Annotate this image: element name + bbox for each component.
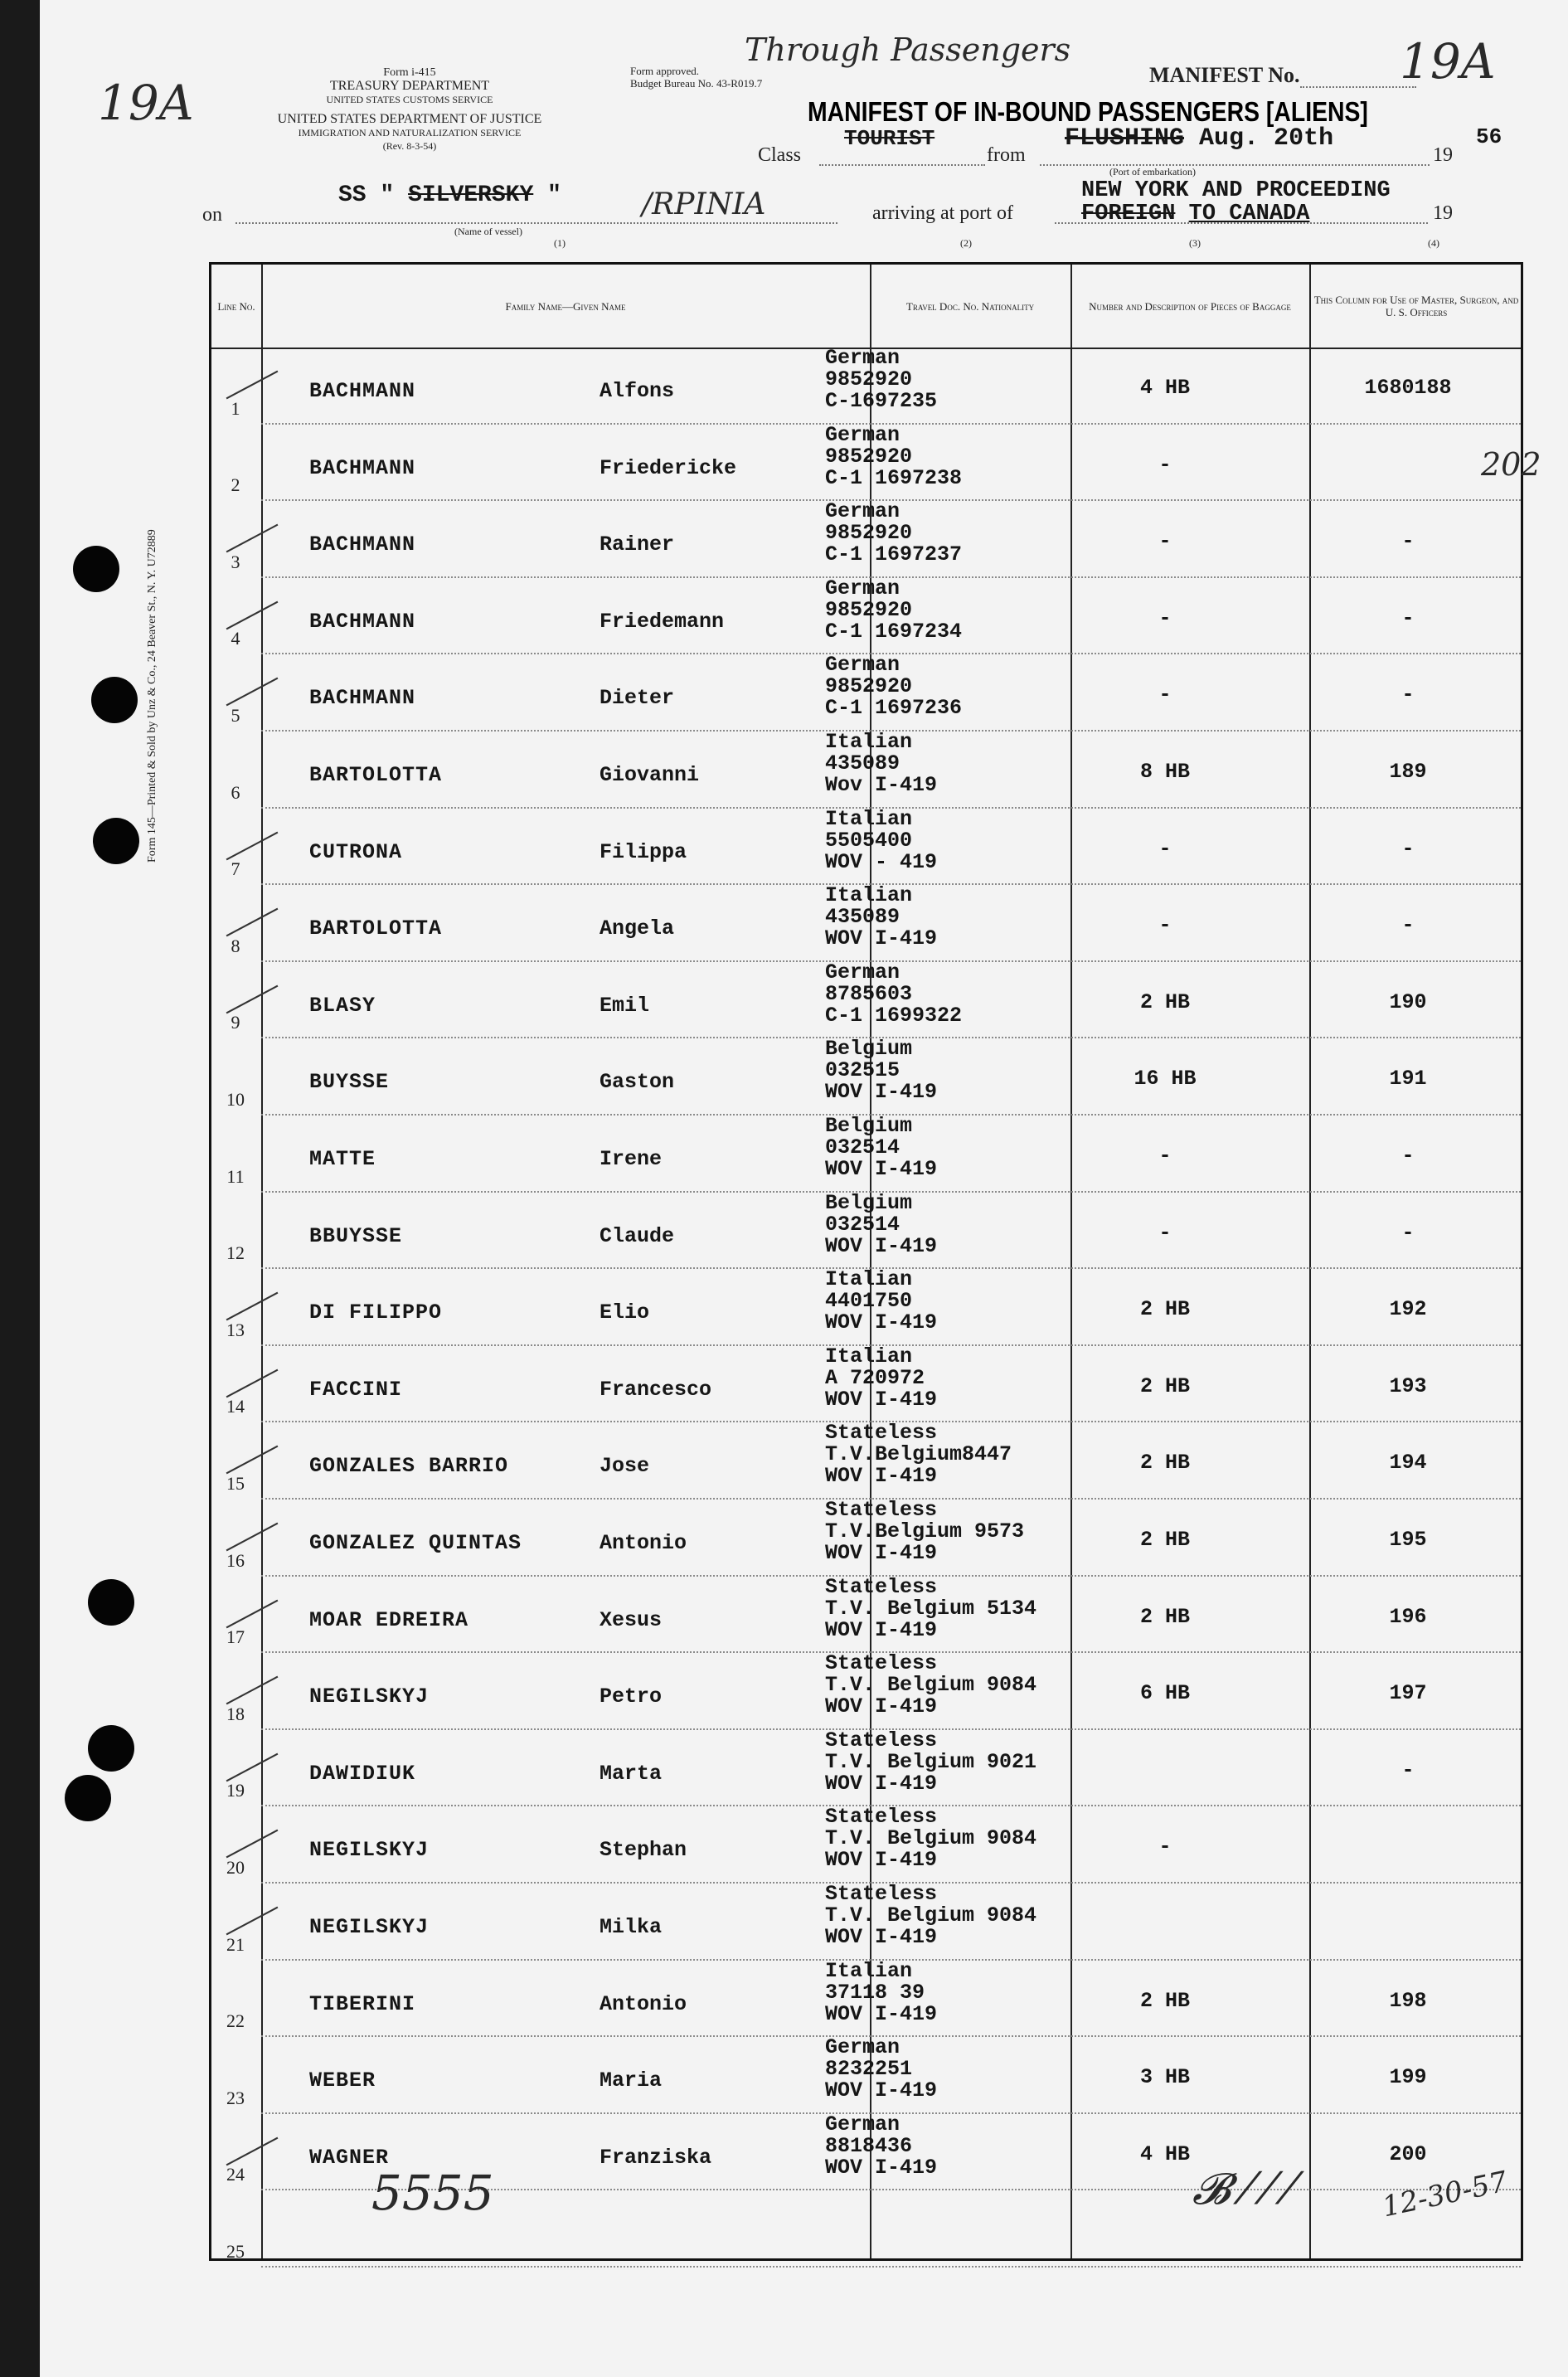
check-tick-icon <box>226 1523 279 1552</box>
nationality: Italian <box>825 1267 913 1292</box>
baggage-count: - <box>1158 913 1172 938</box>
doc-number: 9852920 <box>825 367 913 391</box>
travel-doc <box>825 2037 937 2102</box>
table-row <box>211 885 1521 962</box>
manifest-title: MANIFEST OF IN-BOUND PASSENGERS [ALIENS] <box>808 96 1368 127</box>
line-number: 7 <box>231 858 240 880</box>
table-row <box>211 1806 1521 1884</box>
check-tick-icon <box>226 984 279 1014</box>
col-4-marker: (4) <box>1428 237 1439 249</box>
family-name: BLASY <box>309 993 376 1018</box>
doc-number: T.V.Belgium 9573 <box>825 1519 1025 1543</box>
check-tick-icon <box>226 371 279 400</box>
doc-number: 032515 <box>825 1058 901 1083</box>
visa-number: WOV I-419 <box>825 1771 938 1796</box>
line-number: 23 <box>226 2087 245 2108</box>
family-name: BARTOLOTTA <box>309 916 443 941</box>
officer-number: 196 <box>1389 1604 1427 1629</box>
line-number: 25 <box>226 2240 245 2262</box>
given-name: Elio <box>600 1300 650 1325</box>
doc-number: 435089 <box>825 751 901 775</box>
baggage-count: 4 HB <box>1139 2141 1190 2166</box>
check-tick-icon <box>226 1907 279 1936</box>
nationality: German <box>825 346 901 370</box>
visa-number: WOV I-419 <box>825 1157 938 1181</box>
form-id-block: Form i-415 TREASURY DEPARTMENT UNITED STATES CUSTOMS SERVICE <box>326 66 493 105</box>
family-name: BUYSSE <box>309 1070 390 1095</box>
doc-number: T.V. Belgium 9084 <box>825 1826 1037 1851</box>
family-name: FACCINI <box>309 1377 403 1402</box>
check-tick-icon <box>226 1752 279 1782</box>
travel-doc <box>825 654 962 719</box>
given-name: Franziska <box>600 2145 712 2170</box>
line-number: 13 <box>226 1319 245 1340</box>
given-name: Claude <box>600 1223 675 1248</box>
table-row <box>211 1500 1521 1577</box>
officer-number: 200 <box>1389 2141 1427 2166</box>
table-row <box>211 2037 1521 2114</box>
line-number: 11 <box>226 1165 245 1187</box>
table-row <box>211 732 1521 809</box>
given-name: Gaston <box>600 1070 675 1095</box>
check-tick-icon <box>226 1446 279 1475</box>
family-name: WEBER <box>309 2068 376 2093</box>
family-name: WAGNER <box>309 2145 390 2170</box>
doc-number: 37118 39 <box>825 1980 925 2005</box>
nationality: Belgium <box>825 1037 913 1062</box>
line-number: 22 <box>226 2010 245 2032</box>
nationality: Belgium <box>825 1114 913 1138</box>
punch-hole <box>93 818 139 864</box>
travel-doc <box>825 885 937 950</box>
line-number: 5 <box>231 704 240 726</box>
doc-number: A 720972 <box>825 1365 925 1390</box>
officer-number: 191 <box>1389 1067 1427 1091</box>
given-name: Maria <box>600 2068 663 2093</box>
given-name: Xesus <box>600 1607 663 1632</box>
visa-number: WOV I-419 <box>825 1925 938 1949</box>
visa-number: WOV I-419 <box>825 1694 938 1719</box>
line-number: 16 <box>226 1549 245 1571</box>
baggage-count: - <box>1158 683 1172 707</box>
passenger-table <box>209 262 1523 2261</box>
table-row <box>211 1190 1521 1270</box>
travel-doc <box>825 1806 1036 1871</box>
officer-number: 197 <box>1389 1681 1427 1706</box>
baggage-count: 2 HB <box>1139 1604 1190 1629</box>
nationality: Stateless <box>825 1728 938 1752</box>
line-number: 6 <box>231 781 240 803</box>
manifest-no-label: MANIFEST No. <box>1149 63 1300 87</box>
family-name: BBUYSSE <box>309 1223 403 1248</box>
given-name: Milka <box>600 1915 663 1939</box>
travel-doc <box>825 1422 1012 1487</box>
doc-number: 9852920 <box>825 674 913 699</box>
table-row <box>211 1574 1521 1654</box>
line-number: 14 <box>226 1396 245 1417</box>
check-tick-icon <box>226 678 279 707</box>
line-number: 9 <box>231 1012 240 1033</box>
travel-doc <box>825 501 962 566</box>
given-name: Antonio <box>600 1531 687 1555</box>
line-number: 10 <box>226 1088 245 1110</box>
given-name: Petro <box>600 1684 663 1709</box>
travel-doc <box>825 806 938 874</box>
vessel-caption: (Name of vessel) <box>454 226 522 237</box>
baggage-count: 2 HB <box>1139 989 1190 1014</box>
given-name: Stephan <box>600 1838 687 1863</box>
line-number: 19 <box>226 1780 245 1801</box>
given-name: Irene <box>600 1147 663 1171</box>
given-name: Jose <box>600 1454 650 1479</box>
line-number: 1 <box>231 397 240 419</box>
visa-number: WOV I-419 <box>825 2078 938 2103</box>
doc-number: 435089 <box>825 905 901 930</box>
family-name: NEGILSKYJ <box>309 1838 430 1863</box>
visa-number: WOV I-419 <box>825 2155 938 2180</box>
line-number: 20 <box>226 1856 245 1878</box>
baggage-count: 2 HB <box>1139 1297 1190 1322</box>
baggage-count: - <box>1158 529 1172 554</box>
visa-number: WOV I-419 <box>825 1080 938 1105</box>
printer-imprint: Form 145—Printed & Sold by Unz & Co., 24 Beaver St., N. Y. U72889 <box>146 529 158 863</box>
family-name: BACHMANN <box>309 379 416 403</box>
family-name: MOAR EDREIRA <box>309 1607 469 1632</box>
baggage-count: 16 HB <box>1134 1067 1197 1091</box>
nationality: Stateless <box>825 1805 938 1830</box>
punch-hole <box>65 1775 111 1821</box>
officer-number: 198 <box>1389 1988 1427 2013</box>
visa-number: WOV I-419 <box>825 2001 938 2026</box>
doc-number: 8818436 <box>825 2133 913 2158</box>
nationality: Stateless <box>825 1574 938 1599</box>
doc-number: T.V.Belgium8447 <box>825 1442 1012 1467</box>
officer-number: 195 <box>1389 1528 1427 1552</box>
family-name: MATTE <box>309 1147 376 1171</box>
officer-number: 193 <box>1389 1373 1427 1398</box>
line-number: 15 <box>226 1472 245 1494</box>
punch-hole <box>88 1579 134 1626</box>
given-name: Emil <box>600 993 650 1018</box>
baggage-count: 2 HB <box>1139 1528 1190 1552</box>
nationality: Italian <box>825 883 913 908</box>
passenger-rows <box>211 346 1521 2262</box>
baggage-count: 2 HB <box>1139 1373 1190 1398</box>
baggage-count: - <box>1158 452 1172 477</box>
nationality: Italian <box>825 730 913 754</box>
baggage-count: - <box>1158 1220 1172 1245</box>
on-label: on <box>202 204 222 226</box>
nationality: German <box>825 960 901 984</box>
doc-number: T.V. Belgium 9021 <box>825 1749 1037 1774</box>
check-tick-icon <box>226 524 279 553</box>
officer-number: 189 <box>1389 760 1427 784</box>
family-name: BACHMANN <box>309 609 416 634</box>
table-row <box>211 1346 1521 1423</box>
baggage-count: - <box>1158 836 1172 861</box>
check-tick-icon <box>226 908 279 937</box>
family-name: TIBERINI <box>309 1991 416 2016</box>
destination-typed: NEW YORK AND PROCEEDING FOREIGN TO CANADA <box>1081 178 1391 226</box>
handwritten-date: 12-30-57 <box>1379 2165 1511 2224</box>
travel-doc <box>825 1346 937 1411</box>
manifest-page <box>40 0 1568 2377</box>
visa-number: WOV I-419 <box>825 1848 938 1873</box>
given-name: Friedemann <box>600 609 725 634</box>
class-value: TOURIST <box>844 126 935 151</box>
travel-doc <box>825 1269 937 1334</box>
line-number: 24 <box>226 2164 245 2185</box>
given-name: Dieter <box>600 686 675 711</box>
baggage-count: 2 HB <box>1139 1988 1190 2013</box>
nationality: German <box>825 422 901 447</box>
given-name: Giovanni <box>600 763 700 787</box>
nationality: Belgium <box>825 1190 913 1215</box>
officer-number: - <box>1401 1757 1415 1782</box>
family-name: DI FILIPPO <box>309 1300 443 1325</box>
doc-number: T.V. Belgium 9084 <box>825 1903 1037 1927</box>
family-name: CUTRONA <box>309 839 403 864</box>
agency-block: UNITED STATES DEPARTMENT OF JUSTICE IMMIGRATION AND NATURALIZATION SERVICE (Rev. 8-3-54) <box>277 112 542 152</box>
travel-doc <box>825 348 937 412</box>
officer-number: - <box>1401 683 1415 707</box>
year-value: 56 <box>1476 124 1502 149</box>
travel-doc <box>825 2114 937 2179</box>
officer-number: 190 <box>1389 989 1427 1014</box>
vessel-handwritten: /RPINIA <box>642 187 766 221</box>
officer-number: - <box>1401 605 1415 630</box>
from-year-suffix: 19 <box>1433 144 1453 166</box>
header-line-no: Line No. <box>217 299 255 313</box>
given-name: Friedericke <box>600 455 737 480</box>
given-name: Francesco <box>600 1377 712 1402</box>
table-row <box>211 1269 1521 1346</box>
travel-doc <box>825 1653 1036 1718</box>
check-tick-icon <box>226 1292 279 1321</box>
travel-doc <box>825 578 962 643</box>
given-name: Alfons <box>600 379 675 403</box>
baggage-count: 2 HB <box>1139 1451 1190 1475</box>
nationality: Italian <box>825 1344 913 1368</box>
col-2-marker: (2) <box>960 237 972 249</box>
check-tick-icon <box>226 1676 279 1705</box>
baggage-count: 8 HB <box>1139 760 1190 784</box>
officer-number: 199 <box>1389 2065 1427 2090</box>
doc-number: T.V. Belgium 9084 <box>825 1673 1037 1698</box>
from-value: FLUSHING Aug. 20th <box>1065 124 1334 153</box>
visa-number: WOV - 419 <box>825 849 938 874</box>
baggage-count: - <box>1158 1835 1172 1859</box>
header-baggage: Number and Description of Pieces of Baggage <box>1089 299 1291 313</box>
table-row <box>211 1730 1521 1807</box>
col-1-marker: (1) <box>554 237 566 249</box>
travel-doc <box>825 732 937 796</box>
visa-number: C-1 1697238 <box>825 465 963 490</box>
line-number: 17 <box>226 1626 245 1648</box>
table-row <box>211 501 1521 578</box>
officer-number: - <box>1401 1220 1415 1245</box>
nationality: German <box>825 653 901 678</box>
baggage-count: 4 HB <box>1139 376 1190 400</box>
line-number: 18 <box>226 1703 245 1724</box>
check-tick-icon <box>226 600 279 629</box>
line-number: 4 <box>231 628 240 649</box>
nationality: German <box>825 2035 901 2060</box>
handwritten-bottom-left: 5555 <box>371 2165 494 2221</box>
doc-number: T.V. Belgium 5134 <box>825 1596 1037 1621</box>
table-row <box>211 1958 1521 2038</box>
line-number: 2 <box>231 474 240 496</box>
given-name: Angela <box>600 916 675 941</box>
officer-number: 192 <box>1389 1297 1427 1322</box>
handwritten-through-passengers: Through Passengers <box>745 32 1071 68</box>
nationality: Stateless <box>825 1421 938 1446</box>
officer-number: - <box>1401 1144 1415 1168</box>
family-name: DAWIDIUK <box>309 1761 416 1786</box>
family-name: BARTOLOTTA <box>309 763 443 787</box>
visa-number: Wov I-419 <box>825 773 938 797</box>
table-row <box>211 1116 1521 1193</box>
vessel-typed: SS " SILVERSKY " <box>338 182 561 208</box>
visa-number: WOV I-419 <box>825 926 938 951</box>
family-name: GONZALEZ QUINTAS <box>309 1531 522 1555</box>
handwritten-sheet-number-left: 19A <box>98 75 194 131</box>
travel-doc <box>825 1884 1036 1948</box>
table-row <box>211 348 1521 425</box>
given-name: Marta <box>600 1761 663 1786</box>
doc-number: 9852920 <box>825 521 913 546</box>
check-tick-icon <box>226 2136 279 2166</box>
handwritten-sheet-number-right: 19A <box>1400 33 1496 90</box>
travel-doc <box>825 1730 1036 1795</box>
nationality: Stateless <box>825 1651 938 1676</box>
travel-doc <box>825 1500 1024 1564</box>
class-label: Class <box>758 144 802 166</box>
visa-number: C-1 1697237 <box>825 542 963 567</box>
table-row <box>211 422 1521 502</box>
visa-number: C-1697235 <box>825 389 938 413</box>
travel-doc <box>825 1190 938 1258</box>
visa-number: WOV I-419 <box>825 1464 938 1489</box>
family-name: BACHMANN <box>309 532 416 557</box>
travel-doc <box>825 1116 937 1180</box>
family-name: NEGILSKYJ <box>309 1684 430 1709</box>
nationality: German <box>825 499 901 524</box>
header-officers: This Column for Use of Master, Surgeon, and U. S. Officers <box>1313 294 1519 318</box>
punch-hole <box>73 546 119 592</box>
family-name: BACHMANN <box>309 455 416 480</box>
doc-number: 032514 <box>825 1212 901 1237</box>
family-name: GONZALES BARRIO <box>309 1454 509 1479</box>
table-row <box>211 654 1521 732</box>
officer-number: - <box>1401 836 1415 861</box>
nationality: Italian <box>825 806 913 831</box>
nationality: German <box>825 2112 901 2136</box>
doc-number: 5505400 <box>825 828 913 853</box>
given-name: Rainer <box>600 532 675 557</box>
handwritten-202: 202 <box>1481 446 1541 483</box>
family-name: NEGILSKYJ <box>309 1915 430 1939</box>
check-tick-icon <box>226 1599 279 1628</box>
table-row <box>211 1038 1521 1116</box>
travel-doc <box>825 422 963 490</box>
visa-number: WOV I-419 <box>825 1310 938 1335</box>
check-tick-icon <box>226 1368 279 1398</box>
baggage-count: 6 HB <box>1139 1681 1190 1706</box>
table-row <box>211 578 1521 655</box>
officer-number: 194 <box>1389 1451 1427 1475</box>
travel-doc <box>825 1038 937 1103</box>
officer-number: - <box>1401 913 1415 938</box>
visa-number: WOV I-419 <box>825 1233 938 1258</box>
doc-number: 032514 <box>825 1135 901 1159</box>
baggage-count: 3 HB <box>1139 2065 1190 2090</box>
given-name: Filippa <box>600 839 687 864</box>
doc-number: 8232251 <box>825 2057 913 2082</box>
punch-hole <box>91 677 138 723</box>
table-row <box>211 1884 1521 1961</box>
travel-doc <box>825 962 962 1027</box>
punch-hole <box>88 1725 134 1772</box>
col-3-marker: (3) <box>1189 237 1201 249</box>
form-approved-block: Form approved. Budget Bureau No. 43-R019.7 <box>630 65 763 90</box>
doc-number: 8785603 <box>825 981 913 1006</box>
handwritten-signature: 𝓑 ⁄ ⁄ ⁄ <box>1192 2165 1294 2214</box>
visa-number: C-1 1699322 <box>825 1003 963 1028</box>
header-travel-doc: Travel Doc. No. Nationality <box>905 299 1035 313</box>
nationality: Italian <box>825 1958 913 1983</box>
arrival-year-suffix: 19 <box>1433 202 1453 224</box>
visa-number: C-1 1697236 <box>825 696 963 721</box>
line-number: 12 <box>226 1242 245 1264</box>
doc-number: 4401750 <box>825 1289 913 1314</box>
arriving-label: arriving at port of <box>872 202 1013 224</box>
officer-number: 1680188 <box>1364 376 1452 400</box>
check-tick-icon <box>226 831 279 860</box>
check-tick-icon <box>226 1830 279 1859</box>
baggage-count: - <box>1158 1144 1172 1168</box>
visa-number: WOV I-419 <box>825 1387 938 1412</box>
visa-number: WOV I-419 <box>825 1541 938 1565</box>
embarkation-caption: (Port of embarkation) <box>1109 166 1196 177</box>
nationality: German <box>825 576 901 600</box>
table-row <box>211 962 1521 1039</box>
table-row <box>211 1422 1521 1500</box>
given-name: Antonio <box>600 1991 687 2016</box>
header-name: Family Name—Given Name <box>505 299 626 313</box>
family-name: BACHMANN <box>309 686 416 711</box>
visa-number: WOV I-419 <box>825 1617 938 1642</box>
table-row <box>211 806 1521 886</box>
nationality: Stateless <box>825 1498 938 1522</box>
line-number: 21 <box>226 1933 245 1955</box>
visa-number: C-1 1697234 <box>825 619 963 644</box>
nationality: Stateless <box>825 1882 938 1906</box>
travel-doc <box>825 1574 1037 1642</box>
doc-number: 9852920 <box>825 444 913 469</box>
officer-number: - <box>1401 529 1415 554</box>
from-label: from <box>987 144 1026 166</box>
table-row <box>211 1653 1521 1730</box>
baggage-count: - <box>1158 605 1172 630</box>
line-number: 3 <box>231 551 240 572</box>
doc-number: 9852920 <box>825 597 913 622</box>
travel-doc <box>825 1958 938 2026</box>
line-number: 8 <box>231 935 240 956</box>
